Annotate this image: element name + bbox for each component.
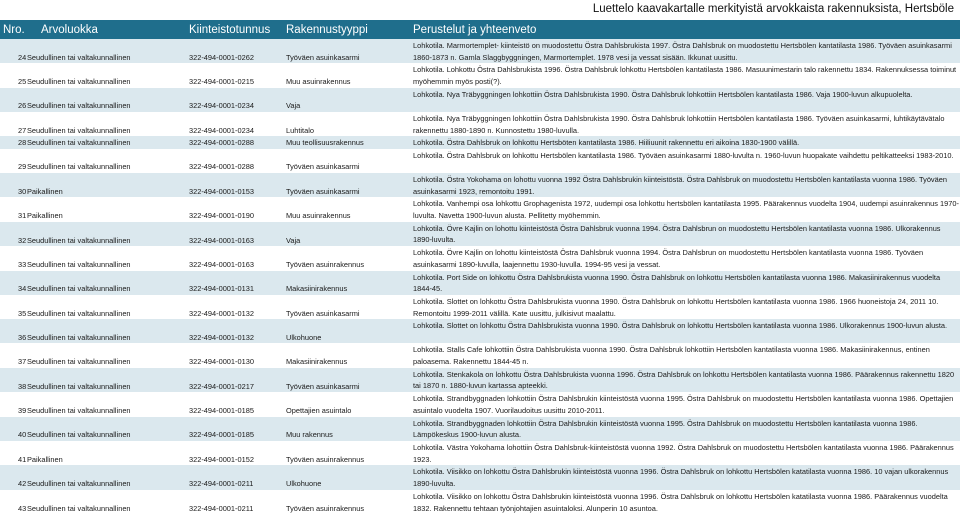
cell-arvoluokka: Seudullinen tai valtakunnallinen: [27, 260, 131, 270]
cell-rakennustyyppi: Muu asuinrakennus: [286, 77, 351, 87]
cell-nro: 29: [18, 162, 27, 172]
page-title: Luettelo kaavakartalle merkityistä arvokkaista rakennuksista, Hertsböle: [592, 3, 954, 15]
cell-rakennustyyppi: Ulkohuone: [286, 465, 413, 489]
cell-kiinteistotunnus: 322-494-0001-0288: [189, 136, 286, 149]
cell-arvoluokka: Seudullinen tai valtakunnallinen: [27, 503, 131, 513]
cell-arvoluokka: Seudullinen tai valtakunnallinen: [27, 136, 189, 149]
cell-nro: 32: [0, 222, 27, 246]
table-row: [0, 465, 960, 489]
cell-perustelut: Lohkotila. Viisikko on lohkottu Östra Dahlsbrukin kiinteistöstä vuonna 1996. Östra Dahlsbruk on lohkottu Hertsbölen katatilasta vuonna 1986. Päärakennus vuodelta 1832. Rakennettu tehtaan työnjohtajien asuintaloksi. Alunperin 10 asuntoa.: [413, 491, 948, 513]
cell-kiinteistotunnus: 322-494-0001-0185: [189, 417, 286, 441]
cell-perustelut: Lohkotila. Nya Träbyggningen lohkottiin Östra Dahlsbrukista 1990. Östra Dahlsbruk lohkottiin Hertsbölen kantatilasta 1986. Vaja 1900-luvun alkupuolelta.: [413, 88, 960, 112]
cell-arvoluokka: Seudullinen tai valtakunnallinen: [27, 417, 189, 441]
table-row: [0, 88, 960, 112]
cell-arvoluokka: Seudullinen tai valtakunnallinen: [27, 222, 189, 246]
cell-nro: 35: [18, 308, 27, 318]
cell-rakennustyyppi: Työväen asuinrakennus: [286, 260, 365, 270]
cell-nro: 39: [18, 406, 27, 416]
cell-nro: 26: [0, 88, 27, 112]
cell-arvoluokka: Paikallinen: [27, 211, 63, 221]
table-row: [0, 39, 960, 63]
table-row: [0, 246, 960, 270]
column-header-kiinteistotunnus: Kiinteistotunnus: [189, 20, 286, 39]
cell-kiinteistotunnus: 322-494-0001-0215: [189, 77, 254, 87]
table-row: [0, 222, 960, 246]
cell-arvoluokka: Paikallinen: [27, 173, 189, 197]
cell-kiinteistotunnus: 322-494-0001-0234: [189, 125, 254, 135]
cell-nro: 37: [18, 357, 27, 367]
cell-rakennustyyppi: Muu teollisuusrakennus: [286, 136, 413, 149]
cell-kiinteistotunnus: 322-494-0001-0185: [189, 406, 254, 416]
cell-rakennustyyppi: Työväen asuinrakennus: [286, 454, 365, 464]
cell-nro: 30: [0, 173, 27, 197]
cell-perustelut: Lohkotila. Stalls Cafe lohkottiin Östra Dahlsbrukista vuonna 1990. Östra Dahlsbruk lohkottiin Hertsbölen kantatilasta vuonna 1986. Makasiinirakennus, entinen paloasema. Rakennettu 1844-45 n.: [413, 345, 930, 367]
table-row: [0, 343, 960, 367]
cell-perustelut: Lohkotila. Östra Dahlsbruk on lohkottu Hertsböten kantatilasta 1986. Hiiliuunit rakennettu eri aikoina 1830-1900 välillä.: [413, 136, 960, 149]
cell-kiinteistotunnus: 322-494-0001-0211: [189, 465, 286, 489]
cell-kiinteistotunnus: 322-494-0001-0262: [189, 39, 286, 63]
cell-kiinteistotunnus: 322-494-0001-0190: [189, 211, 254, 221]
cell-perustelut: Lohkotila. Östra Yokohama on lohottu vuonna 1992 Östra Dahlsbrukin kiinteistöstä. Östra Dahlsbruk on muodostettu Hertsbölen kantatilasta vuonna 1986. Työväen asuinkasarmi 1923, remontoitu 1991.: [413, 173, 960, 197]
cell-rakennustyyppi: Makasiinirakennus: [286, 271, 413, 295]
buildings-table: [0, 20, 960, 514]
cell-kiinteistotunnus: 322-494-0001-0163: [189, 260, 254, 270]
cell-perustelut: Lohkotila. Slottet on lohkottu Östra Dahlsbrukista vuonna 1990. Östra Dahlsbruk on lohkottu Hertsbölen kantatilasta vuonna 1986. Ulkorakennus 1900-luvun alusta.: [413, 319, 960, 343]
table-row: [0, 63, 960, 87]
cell-perustelut: Lohkotila. Strandbyggnaden lohkottiin Östra Dahlsbrukin kiinteistöstä vuonna 1995. Östra Dahlsbruk on muodostettu Hertsbölen kantatilasta vuonna 1986. Opettajien asuintalo vuodelta 1907. Vuorilaudoitus uusittu 2010-2011.: [413, 394, 954, 415]
column-header-nro: Nro.: [0, 20, 27, 39]
cell-rakennustyyppi: Työväen asuinkasarmi: [286, 173, 413, 197]
cell-kiinteistotunnus: 322-494-0001-0211: [189, 503, 254, 513]
cell-perustelut: Lohkotila. Övre Kajlin on lohottu kiinteistöstä Östra Dahlsbruk vuonna 1994. Östra Dahlsbrun on muodostettu Hertsbölen kantatilasta vuonna 1986. Ulkorakennus 1890-luvulta.: [413, 222, 960, 246]
table-row: [0, 441, 960, 465]
cell-perustelut: Lohkotila. Västra Yokohama lohottiin Östra Dahlsbruk-kiinteistöstä vuonna 1992. Östra Dahlsbruk on muodostettu Hertsbölen kantatilasta vuonna 1986. Päärakennus 1923.: [413, 442, 954, 464]
cell-perustelut: Lohkotila. Övre Kajlin on lohottu kiinteistöstä Östra Dahlsbruk vuonna 1994. Östra Dahlsbrun on muodostettu Hertsbölen kantatilasta vuonna 1986. Työväen asuinkasarmi 1890-luvulla, laajennettu 1930-luvulla. 1994-95 vesi ja vessat.: [413, 248, 924, 269]
cell-rakennustyyppi: Työväen asuinkasarmi: [286, 39, 413, 63]
table-row: [0, 271, 960, 295]
cell-arvoluokka: Seudullinen tai valtakunnallinen: [27, 162, 131, 172]
cell-arvoluokka: Paikallinen: [27, 454, 63, 464]
cell-kiinteistotunnus: 322-494-0001-0132: [189, 308, 254, 318]
column-header-arvoluokka: Arvoluokka: [27, 20, 189, 39]
cell-arvoluokka: Seudullinen tai valtakunnallinen: [27, 77, 131, 87]
cell-rakennustyyppi: Työväen asuinkasarmi: [286, 308, 360, 318]
cell-rakennustyyppi: Vaja: [286, 88, 413, 112]
cell-rakennustyyppi: Vaja: [286, 222, 413, 246]
cell-rakennustyyppi: Työväen asuinkasarmi: [286, 368, 413, 392]
cell-arvoluokka: Seudullinen tai valtakunnallinen: [27, 465, 189, 489]
cell-rakennustyyppi: Luhtitalo: [286, 125, 314, 135]
cell-arvoluokka: Seudullinen tai valtakunnallinen: [27, 368, 189, 392]
table-header-row: [0, 20, 960, 39]
cell-kiinteistotunnus: 322-494-0001-0234: [189, 88, 286, 112]
cell-perustelut: Lohkotila. Viisikko on lohkottu Östra Dahlsbrukin kiinteistöstä vuonna 1996. Östra Dahlsbruk on lohkottu Hertsbölen katatilasta vuonna 1986. 10 vajan ulkorakennus 1890-luvulta.: [413, 465, 960, 489]
table-row: [0, 149, 960, 173]
cell-kiinteistotunnus: 322-494-0001-0288: [189, 162, 254, 172]
cell-arvoluokka: Seudullinen tai valtakunnallinen: [27, 319, 189, 343]
cell-arvoluokka: Seudullinen tai valtakunnallinen: [27, 357, 131, 367]
cell-nro: 36: [0, 319, 27, 343]
cell-kiinteistotunnus: 322-494-0001-0131: [189, 271, 286, 295]
cell-kiinteistotunnus: 322-494-0001-0132: [189, 319, 286, 343]
cell-rakennustyyppi: Muu asuinrakennus: [286, 211, 351, 221]
cell-rakennustyyppi: Ulkohuone: [286, 319, 413, 343]
cell-nro: 31: [18, 211, 27, 221]
table-row: [0, 368, 960, 392]
cell-perustelut: Lohkotila. Stenkakola on lohkottu Östra Dahlsbrukista vuonna 1996. Östra Dahlsbruk on lohkottu Hertsbölen kantatilasta vuonna 1986. Päärakennus rakennettu 1820 tai 1870 n. 1880-luvun kartassa apteekki.: [413, 368, 960, 392]
cell-rakennustyyppi: Makasiinirakennus: [286, 357, 348, 367]
cell-nro: 40: [0, 417, 27, 441]
cell-arvoluokka: Seudullinen tai valtakunnallinen: [27, 125, 131, 135]
cell-perustelut: Lohkotila. Port Side on lohkottu Östra Dahlsbrukista vuonna 1990. Östra Dahlsbruk on lohkottu Hertsbölen kantatilasta vuonna 1986. Makasiinirakennus vuodelta 1844-45.: [413, 271, 960, 295]
cell-arvoluokka: Seudullinen tai valtakunnallinen: [27, 88, 189, 112]
cell-nro: 27: [18, 125, 27, 135]
table-row: [0, 319, 960, 343]
cell-perustelut: Lohkotila. Lohkottu Östra Dahlsbrukista 1996. Östra Dahlsbruk lohkottu Hertsbölen kantatilasta 1986. Masuunimestarin talo rakennettu 1834. Rakennuksessa toiminut myöhemmin myös posti(?).: [413, 65, 957, 87]
cell-nro: 41: [18, 454, 27, 464]
cell-arvoluokka: Seudullinen tai valtakunnallinen: [27, 39, 189, 63]
cell-nro: 34: [0, 271, 27, 295]
table-row: [0, 490, 960, 514]
cell-perustelut: Lohkotila. Nya Träbyggningen lohkottiin Östra Dahlsbrukista 1990. Östra Dahlsbruk lohkottiin Hertsbölen kantatilasta 1986. Työväen asuinkasarmi, luhtikäytävätalo rakennettu 1880-1890 n. Kunnostettu 1980-luvulla.: [413, 113, 945, 135]
cell-rakennustyyppi: Työväen asuinrakennus: [286, 503, 365, 513]
table-row: [0, 417, 960, 441]
cell-rakennustyyppi: Työväen asuinkasarmi: [286, 162, 360, 172]
table-row: [0, 392, 960, 416]
cell-arvoluokka: Seudullinen tai valtakunnallinen: [27, 406, 131, 416]
cell-perustelut: Lohkotila. Marmortemplet- kiinteistö on muodostettu Östra Dahlsbrukista 1997. Östra Dahlsbruk on muodostettu Hertsbölen kantatilasta 1986. Työväen asuinkasarmi 1860-1873 n. Gamla Slaggbyggningen, Marmortemplet. 1978 vesi ja vessat sisään. Ikkunat uusittu.: [413, 39, 960, 63]
cell-kiinteistotunnus: 322-494-0001-0152: [189, 454, 254, 464]
cell-rakennustyyppi: Opettajien asuintalo: [286, 406, 352, 416]
cell-nro: 42: [0, 465, 27, 489]
cell-kiinteistotunnus: 322-494-0001-0217: [189, 368, 286, 392]
table-row: [0, 112, 960, 136]
column-header-perustelut: Perustelut ja yhteenveto: [413, 20, 960, 39]
cell-nro: 38: [0, 368, 27, 392]
cell-perustelut: Lohkotila. Vanhempi osa lohkottu Grophagenista 1972, uudempi osa lohkottu hertsbölen kantatilasta 1995. Päärakennus vuodelta 1904, uudempi asuinrakennus 1970-luvulta. Navetta 1900-luvun alusta. Pellitetty myöhemmin.: [413, 199, 959, 221]
cell-nro: 33: [18, 260, 27, 270]
table-row: [0, 136, 960, 149]
table-row: [0, 197, 960, 221]
cell-perustelut: Lohkotila. Strandbyggnaden lohkottiin Östra Dahlsbrukin kiinteistöstä vuonna 1995. Östra Dahlsbruk on muodostettu Hertsbölen kantatilasta vuonna 1986. Lämpökeskus 1900-luvun alusta.: [413, 417, 960, 441]
cell-nro: 25: [18, 77, 27, 87]
cell-rakennustyyppi: Muu rakennus: [286, 417, 413, 441]
cell-nro: 24: [0, 39, 27, 63]
cell-kiinteistotunnus: 322-494-0001-0130: [189, 357, 254, 367]
cell-kiinteistotunnus: 322-494-0001-0153: [189, 173, 286, 197]
cell-perustelut: Lohkotila. Östra Dahlsbruk on lohkottu Hertsbölen kantatilasta 1986. Työväen asuinkasarmi 1880-luvulta n. 1960-luvun huopakate vaihdettu peltikatteeksi 1983-2010.: [413, 150, 954, 160]
cell-nro: 43: [18, 503, 27, 513]
cell-kiinteistotunnus: 322-494-0001-0163: [189, 222, 286, 246]
table-row: [0, 173, 960, 197]
cell-arvoluokka: Seudullinen tai valtakunnallinen: [27, 271, 189, 295]
table-row: [0, 295, 960, 319]
cell-perustelut: Lohkotila. Slottet on lohkottu Östra Dahlsbrukista vuonna 1990. Östra Dahlsbruk on lohkottu Hertsbölen kantatilasta vuonna 1986. 1966 huoneistoja 24, 2011 10. Remontoitu 1999-2011 välillä. Kate uusittu, julkisivut maalattu.: [413, 296, 939, 318]
cell-arvoluokka: Seudullinen tai valtakunnallinen: [27, 308, 131, 318]
cell-nro: 28: [0, 136, 27, 149]
column-header-rakennustyyppi: Rakennustyyppi: [286, 20, 413, 39]
